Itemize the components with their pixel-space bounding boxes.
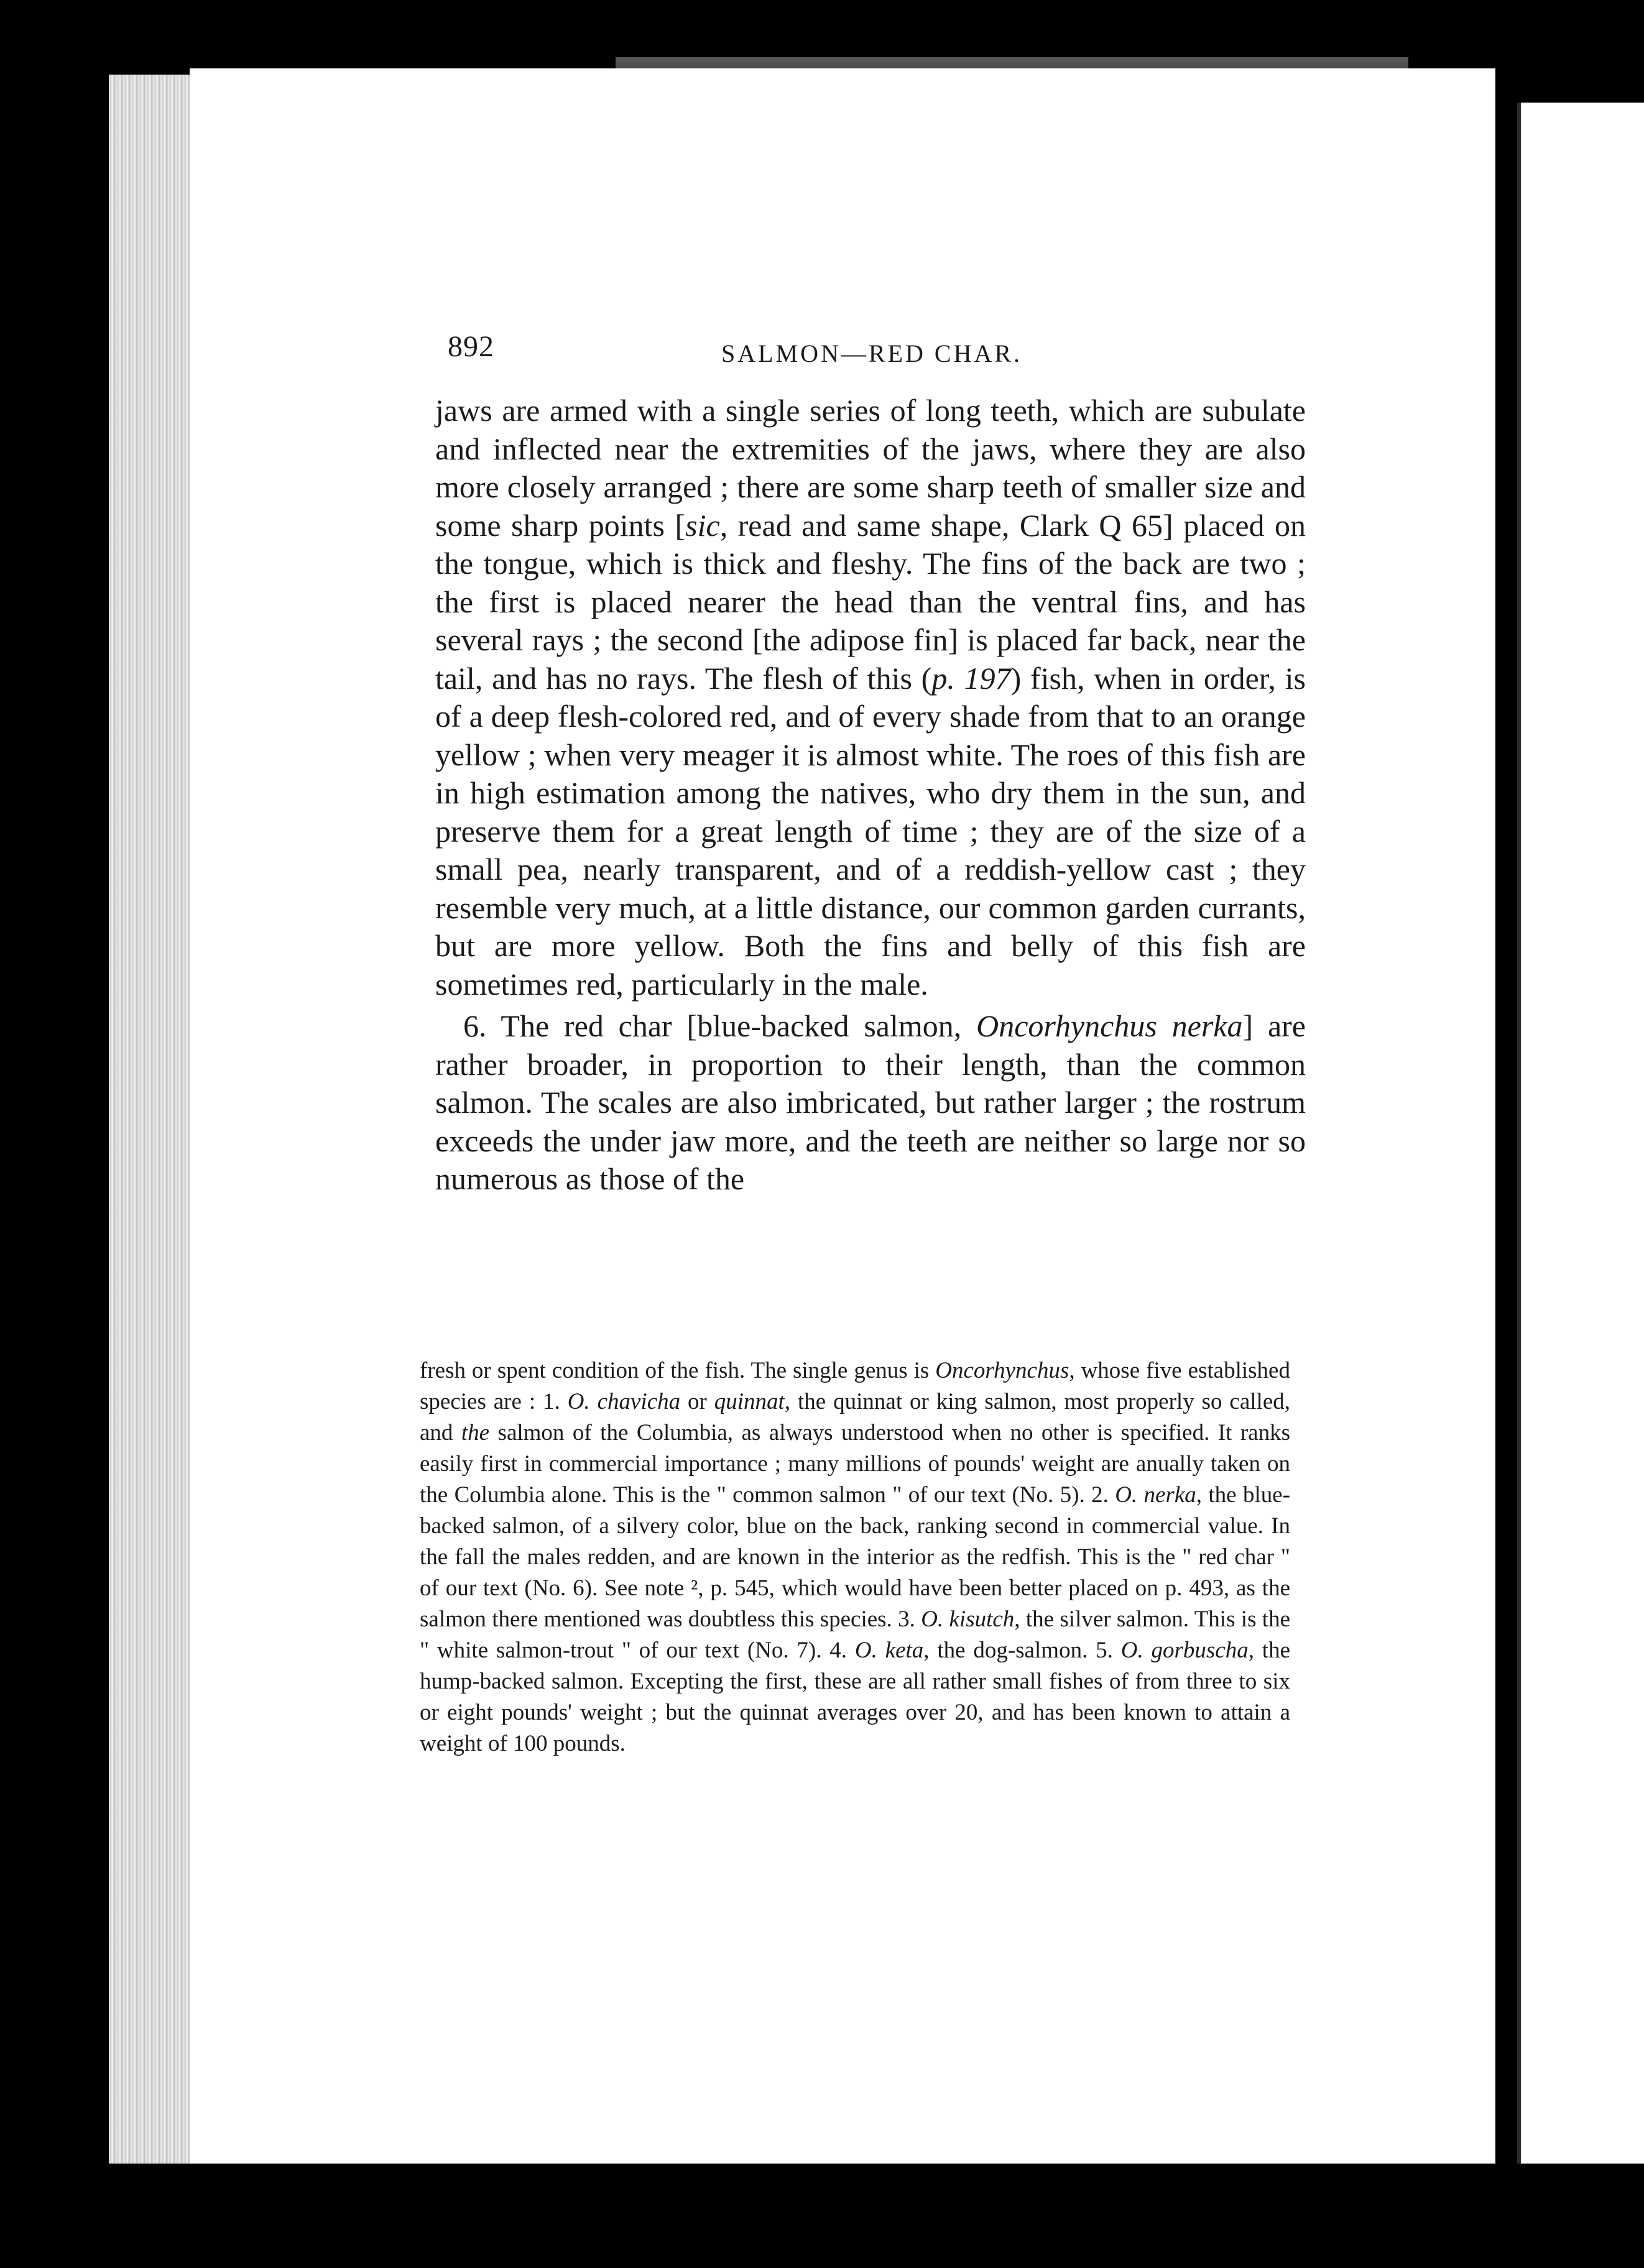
footnote bbox=[420, 1355, 1290, 1759]
text-run: fresh or spent condition of the fish. The single genus is bbox=[420, 1358, 936, 1383]
text-run: , the dog-salmon. 5. bbox=[923, 1638, 1121, 1663]
italic-text-run: O. kisutch bbox=[921, 1606, 1015, 1632]
text-run: 6. The red char [blue-backed salmon, bbox=[463, 1008, 977, 1043]
page-number: 892 bbox=[448, 330, 494, 363]
book-page-edges bbox=[109, 75, 202, 2164]
text-run: , the blue-backed salmon, of a silvery color, blue on the back, ranking second in commercial value. In the fall the males redden, and are known in the interior as the redfish. This is the " red char " of our text (No. 6). See note ², p. 545, which would have been better placed on p. 493, as the salmon there mentioned was doubtless this species. 3. bbox=[420, 1482, 1290, 1632]
facing-page-edge bbox=[1517, 103, 1644, 2164]
italic-text-run: the bbox=[461, 1420, 490, 1445]
paragraph-red-char bbox=[435, 1007, 1306, 1199]
text-run: ) fish, when in order, is of a deep flesh-colored red, and of every shade from that to an orange yellow ; when very meager it is almost white. The roes of this fish are in high estimation among the natives, who dry them in the sun, and preserve them for a great length of time ; they are of the size of a small pea, nearly transparent, and of a reddish-yellow cast ; they resemble very much, at a little distance, our common garden currants, but are more yellow. Both the fins and belly of this fish are sometimes red, particularly in the male. bbox=[435, 660, 1306, 1002]
running-head: SALMON—RED CHAR. bbox=[721, 339, 1023, 367]
italic-text-run: p. 197 bbox=[931, 660, 1011, 696]
text-run: salmon of the Columbia, as always understood when no other is specified. It ranks easily first in commercial importance ; many millions of pounds' weight are anually taken on the Columbia alone. This is the " common salmon " of our text (No. 5). 2. bbox=[420, 1420, 1290, 1508]
italic-text-run: Oncorhynchus nerka bbox=[976, 1008, 1243, 1043]
text-run: , read and same shape, Clark Q 65] placed on the tongue, which is thick and fleshy. The fins of the back are two ; the first is placed nearer the head than the ventral fins, and has several rays ; the second [the adipose fin] is placed far back, near the tail, and has no rays. The flesh of this ( bbox=[435, 507, 1306, 696]
text-run: , the quinnat or king salmon, most properly so called, and bbox=[420, 1389, 1290, 1445]
italic-text-run: sic bbox=[685, 507, 720, 543]
text-run: , whose five established species are : 1. bbox=[420, 1358, 1290, 1414]
text-run: jaws are armed with a single series of long teeth, which are subulate and inflected near the extremities of the jaws, where they are also more closely arranged ; there are some sharp teeth of smaller size and some sharp points [ bbox=[435, 393, 1306, 543]
text-run: , the silver salmon. This is the " white salmon-trout " of our text (No. 7). 4. bbox=[420, 1606, 1290, 1663]
italic-text-run: O. gorbuscha bbox=[1120, 1638, 1249, 1663]
text-run: ] are rather broader, in proportion to their length, than the common salmon. The scales are also imbricated, but rather larger ; the rostrum exceeds the under jaw more, and the teeth are neither so large nor so numerous as those of the bbox=[435, 1008, 1306, 1196]
text-run: or bbox=[680, 1389, 714, 1414]
paragraph-salmon-description bbox=[435, 392, 1306, 1003]
italic-text-run: O. nerka bbox=[1115, 1482, 1196, 1508]
italic-text-run: O. chavicha bbox=[567, 1389, 681, 1414]
footnote-text bbox=[420, 1355, 1290, 1759]
text-run: , the hump-backed salmon. Excepting the first, these are all rather small fishes of from three to six or eight pounds' weight ; but the quinnat averages over 20, and has been known to attain a weight of 100 pounds. bbox=[420, 1638, 1291, 1756]
italic-text-run: O. keta bbox=[854, 1638, 924, 1663]
italic-text-run: Oncorhynchus bbox=[935, 1358, 1069, 1383]
main-text bbox=[435, 392, 1306, 1199]
italic-text-run: quinnat bbox=[714, 1389, 785, 1414]
